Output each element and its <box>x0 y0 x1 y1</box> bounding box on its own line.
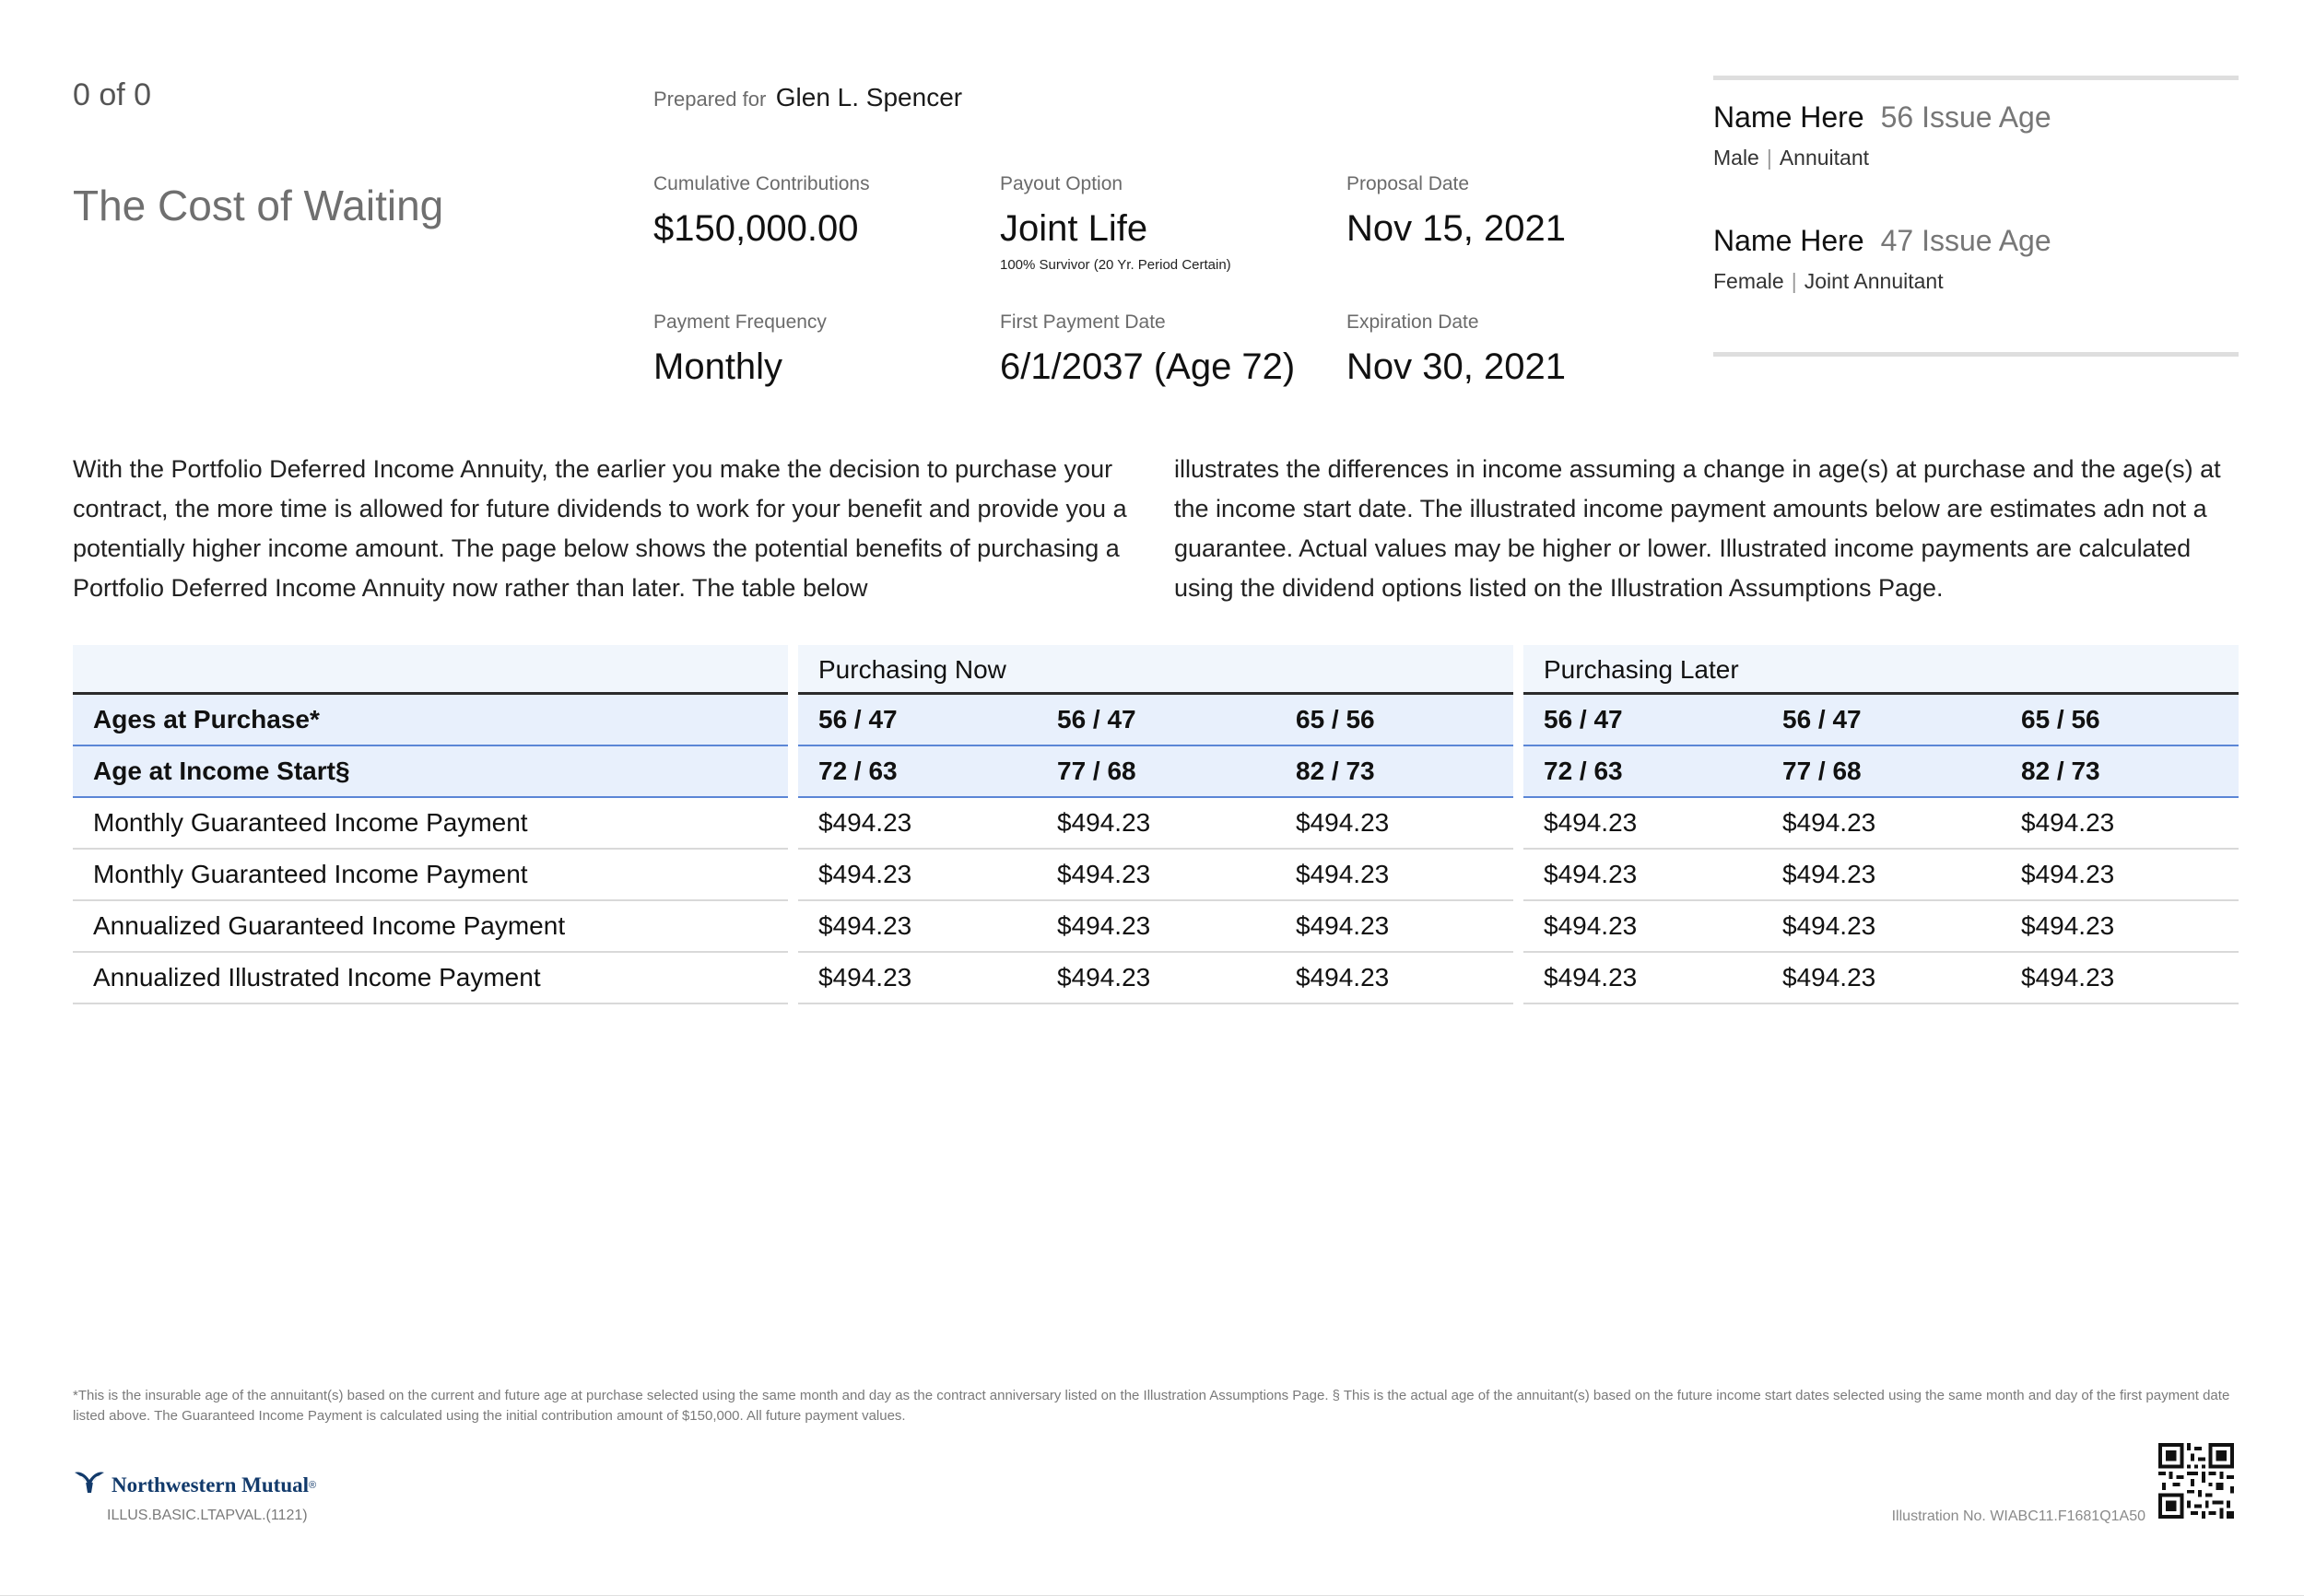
cumulative-contributions <box>653 173 870 250</box>
annuitant-role: Annuitant <box>1779 146 1870 170</box>
table-row <box>798 901 1513 953</box>
table-cell: 82 / 73 <box>2021 757 2100 785</box>
table-cell: 56 / 47 <box>1057 705 1136 733</box>
table-row <box>798 850 1513 901</box>
table-cell: $494.23 <box>1544 808 1638 837</box>
table-cell: $494.23 <box>1057 911 1151 940</box>
proposal-date <box>1346 173 1566 250</box>
row-label: Age at Income Start§ <box>93 757 350 785</box>
annuitant-name: Name Here <box>1713 224 1864 257</box>
table-cell: $494.23 <box>818 963 912 992</box>
table-row <box>1523 695 2239 746</box>
field-label: Payment Frequency <box>653 311 827 333</box>
table-row <box>73 901 788 953</box>
table-cell: $494.23 <box>1782 808 1876 837</box>
table-cell: 72 / 63 <box>818 757 898 785</box>
table-row <box>73 695 788 746</box>
page-counter: 0 of 0 <box>73 77 152 112</box>
prepared-for-label: Prepared for <box>653 88 767 111</box>
table-row <box>798 746 1513 798</box>
table-header-blank <box>73 645 788 695</box>
table-cell: 77 / 68 <box>1057 757 1136 785</box>
table-row <box>73 798 788 850</box>
table-cell: 72 / 63 <box>1544 757 1623 785</box>
annuitant-joint <box>1713 224 2051 294</box>
table-cell: 56 / 47 <box>1782 705 1862 733</box>
qr-code-icon <box>2158 1443 2234 1519</box>
expiration-date <box>1346 311 1566 388</box>
registered-mark: ® <box>309 1479 317 1491</box>
table-cell: 82 / 73 <box>1296 757 1375 785</box>
table-cell: $494.23 <box>1544 963 1638 992</box>
field-label: Proposal Date <box>1346 173 1470 194</box>
table-row <box>798 798 1513 850</box>
row-label: Annualized Illustrated Income Payment <box>93 963 541 992</box>
divider: | <box>1791 269 1797 293</box>
eagle-logo-icon <box>73 1469 106 1501</box>
field-label: Payout Option <box>1000 173 1123 194</box>
table-row <box>798 953 1513 1004</box>
field-value: Nov 30, 2021 <box>1346 346 1566 387</box>
annuitant-age: 56 Issue Age <box>1880 100 2051 134</box>
table-cell: 65 / 56 <box>2021 705 2100 733</box>
table-cell: $494.23 <box>1057 808 1151 837</box>
table-cell: $494.23 <box>1057 860 1151 888</box>
annuitant-gender: Male <box>1713 146 1759 170</box>
row-label: Ages at Purchase* <box>93 705 320 733</box>
field-value: Monthly <box>653 346 783 387</box>
payout-option <box>1000 173 1231 273</box>
intro-paragraph-left: With the Portfolio Deferred Income Annuity, the earlier you make the decision to purchase your contract, the more time is allowed for future dividends to work for your benefit and provide you a potentially higher income amount. The page below shows the potential benefits of purchasing a Portfolio Deferred Income Annuity now rather than later. The table below <box>73 455 1127 602</box>
table-row <box>73 850 788 901</box>
field-value: 6/1/2037 (Age 72) <box>1000 346 1296 387</box>
table-cell: $494.23 <box>2021 911 2115 940</box>
field-label: Cumulative Contributions <box>653 173 870 194</box>
annuitant-role: Joint Annuitant <box>1804 269 1944 293</box>
field-label: First Payment Date <box>1000 311 1166 333</box>
row-label: Monthly Guaranteed Income Payment <box>93 860 528 888</box>
table-cell: 56 / 47 <box>1544 705 1623 733</box>
table-cell: $494.23 <box>818 808 912 837</box>
annuitant-name: Name Here <box>1713 100 1864 134</box>
table-cell: $494.23 <box>1782 860 1876 888</box>
table-cell: $494.23 <box>1296 911 1390 940</box>
annuitant-panel <box>1713 76 2239 357</box>
table-cell: 65 / 56 <box>1296 705 1375 733</box>
field-value: Joint Life <box>1000 208 1148 249</box>
table-cell: $494.23 <box>1782 963 1876 992</box>
row-label: Monthly Guaranteed Income Payment <box>93 808 528 837</box>
brand-name: Northwestern Mutual <box>112 1473 309 1496</box>
table-cell: $494.23 <box>2021 808 2115 837</box>
table-cell: $494.23 <box>1782 911 1876 940</box>
page-title: The Cost of Waiting <box>73 182 444 229</box>
client-name: Glen L. Spencer <box>775 83 963 111</box>
table-cell: $494.23 <box>1296 963 1390 992</box>
divider: | <box>1766 146 1772 170</box>
table-cell: $494.23 <box>1296 808 1390 837</box>
table-cell: $494.23 <box>2021 860 2115 888</box>
company-logo <box>73 1469 316 1501</box>
table-row <box>73 746 788 798</box>
table-row <box>798 695 1513 746</box>
table-cell: 77 / 68 <box>1782 757 1862 785</box>
table-row <box>1523 953 2239 1004</box>
table-row <box>1523 798 2239 850</box>
table-cell: $494.23 <box>1544 860 1638 888</box>
payment-frequency <box>653 311 827 388</box>
table-cell: $494.23 <box>818 911 912 940</box>
purchasing-now-panel <box>798 645 1513 1004</box>
table-cell: $494.23 <box>818 860 912 888</box>
field-subtext: 100% Survivor (20 Yr. Period Certain) <box>1000 257 1231 273</box>
first-payment-date <box>1000 311 1295 388</box>
field-label: Expiration Date <box>1346 311 1479 333</box>
purchasing-later-panel <box>1523 645 2239 1004</box>
group-header <box>798 645 1513 695</box>
table-row <box>1523 901 2239 953</box>
group-header <box>1523 645 2239 695</box>
table-row <box>1523 746 2239 798</box>
table-cell: $494.23 <box>1057 963 1151 992</box>
prepared-for <box>653 83 962 112</box>
field-value: $150,000.00 <box>653 208 859 249</box>
annuitant-gender: Female <box>1713 269 1784 293</box>
intro-paragraph-right: illustrates the differences in income assuming a change in age(s) at purchase and the age(s) at the income start date. The illustrated income payment amounts below are estimates adn not a guarantee. Actual values may be higher or lower. Illustrated income payments are calculated using the dividend options listed on the Illustration Assumptions Page. <box>1174 455 2221 602</box>
table-cell: $494.23 <box>1544 911 1638 940</box>
table-cell: $494.23 <box>1296 860 1390 888</box>
annuitant-primary <box>1713 100 2051 170</box>
group-title: Purchasing Now <box>818 655 1006 684</box>
annuitant-age: 47 Issue Age <box>1880 224 2051 257</box>
table-row <box>73 953 788 1004</box>
illustration-number: Illustration No. WIABC11.F1681Q1A50 <box>1891 1508 2145 1524</box>
group-title: Purchasing Later <box>1544 655 1739 684</box>
table-row <box>1523 850 2239 901</box>
row-label: Annualized Guaranteed Income Payment <box>93 911 566 940</box>
form-code: ILLUS.BASIC.LTAPVAL.(1121) <box>107 1508 308 1523</box>
table-label-column <box>73 645 788 1004</box>
table-cell: 56 / 47 <box>818 705 898 733</box>
footnote: *This is the insurable age of the annuitant(s) based on the current and future age at purchase selected using the same month and day as the contract anniversary listed on the Illustration Assumptions Page. § This is the actual age of the annuitant(s) based on the future income start dates selected using the same month and day of the first payment date listed above. The Guaranteed Income Payment is calculated using the initial contribution amount of $150,000. All future payment values. <box>73 1388 2230 1424</box>
table-cell: $494.23 <box>2021 963 2115 992</box>
field-value: Nov 15, 2021 <box>1346 208 1566 249</box>
